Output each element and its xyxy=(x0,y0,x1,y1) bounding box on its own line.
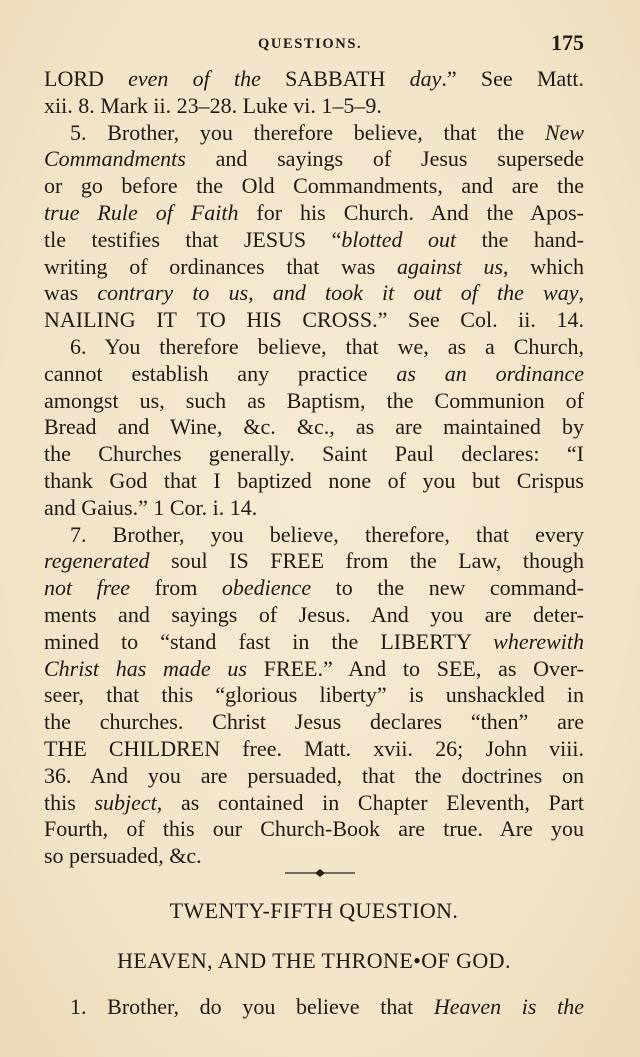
text-line: Bread and Wine, &c. &c., as are maintained by xyxy=(44,414,584,440)
text-line: regenerated soul IS FREE from the Law, though xyxy=(44,548,584,574)
text-line: the churches. Christ Jesus declares “then” are xyxy=(44,709,584,735)
text-line: writing of ordinances that was against us, which xyxy=(44,253,584,279)
text-line: tle testifies that JESUS “blotted out the hand- xyxy=(44,226,584,252)
text-line: xii. 8. Mark ii. 23–28. Luke vi. 1–5–9. xyxy=(44,92,382,118)
text-line: the Churches generally. Saint Paul declares: “I xyxy=(44,441,584,467)
text-line: was contrary to us, and took it out of the way, xyxy=(44,280,584,306)
text-line: ments and sayings of Jesus. And you are deter- xyxy=(44,601,584,627)
text-line: cannot establish any practice as an ordinance xyxy=(44,360,584,386)
text-line: not free from obedience to the new command- xyxy=(44,575,584,601)
text-line: LORD even of the SABBATH day.” See Matt. xyxy=(44,66,584,91)
section-heading: TWENTY-FIFTH QUESTION. xyxy=(169,898,459,923)
text-line: 6. You therefore believe, that we, as a Church, xyxy=(70,333,584,359)
text-line: thank God that I baptized none of you but Crispus xyxy=(44,467,584,493)
text-line: mined to “stand fast in the LIBERTY wherewith xyxy=(44,628,584,654)
section-subheading: HEAVEN, AND THE THRONE•OF GOD. xyxy=(117,948,511,973)
text-line: Christ has made us FREE.” And to SEE, as Over- xyxy=(44,655,584,681)
page-number: 175 xyxy=(551,30,584,55)
text-line: and Gaius.” 1 Cor. i. 14. xyxy=(44,494,258,520)
text-line: NAILING IT TO HIS CROSS.” See Col. ii. 14. xyxy=(44,307,584,333)
text-line: Fourth, of this our Church-Book are true. Are you xyxy=(44,816,584,842)
text-line: 1. Brother, do you believe that Heaven is the xyxy=(70,994,584,1019)
text-line: or go before the Old Commandments, and are the xyxy=(44,173,584,199)
text-line: 36. And you are persuaded, that the doctrines on xyxy=(44,762,584,788)
text-line: Commandments and sayings of Jesus supersede xyxy=(44,146,584,172)
text-line: true Rule of Faith for his Church. And the Apos- xyxy=(44,199,584,225)
body-text xyxy=(44,66,584,870)
closing-line xyxy=(44,994,584,1021)
text-line: amongst us, such as Baptism, the Communion of xyxy=(44,387,584,413)
running-head-title: QUESTIONS. xyxy=(258,36,363,52)
text-line: 5. Brother, you therefore believe, that the New xyxy=(70,119,584,145)
text-line: seer, that this “glorious liberty” is unshackled in xyxy=(44,682,584,708)
running-head xyxy=(44,32,584,60)
text-line: this subject, as contained in Chapter Eleventh, Part xyxy=(44,789,584,815)
text-line: 7. Brother, you believe, therefore, that every xyxy=(70,521,584,547)
text-line: THE CHILDREN free. Matt. xvii. 26; John viii. xyxy=(44,735,584,761)
text-line: so persuaded, &c. xyxy=(44,843,202,869)
section-divider xyxy=(285,868,355,878)
